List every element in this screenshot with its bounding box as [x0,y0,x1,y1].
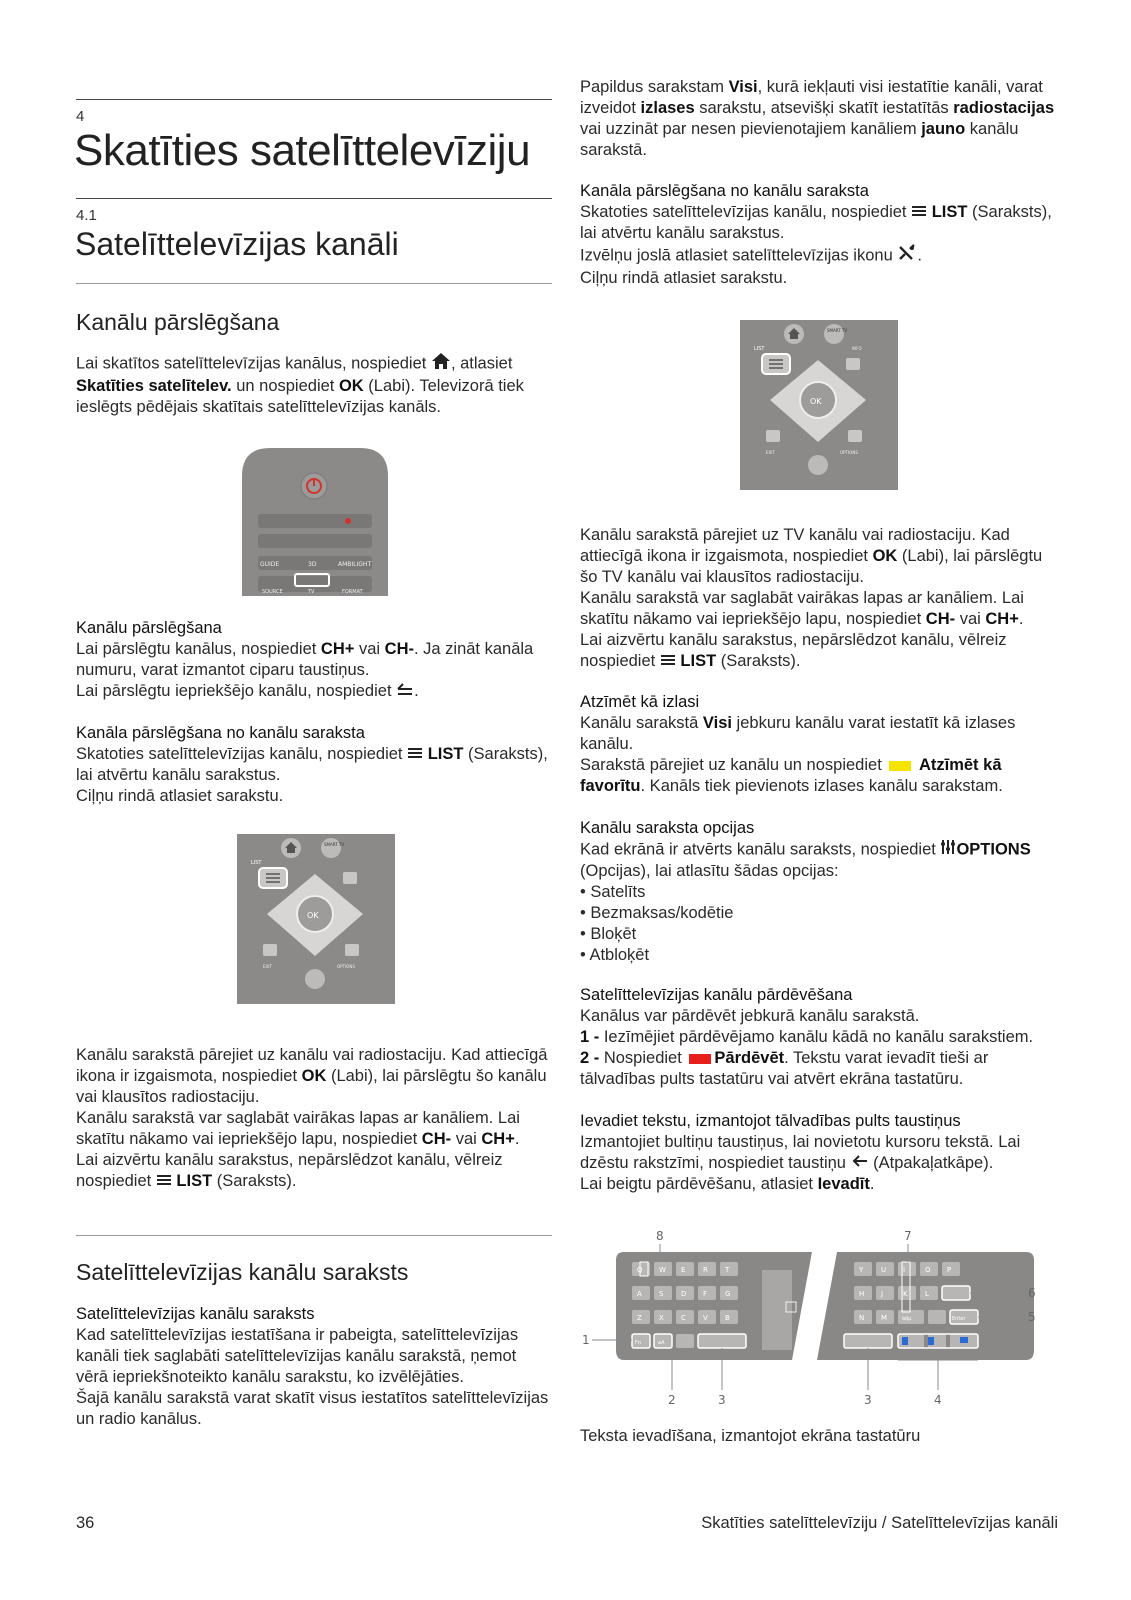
section2-title: Satelīttelevīzijas kanālu saraksts [76,1259,409,1285]
svg-text:5: 5 [1028,1310,1036,1324]
remote-list-image-right [740,320,898,490]
list-icon [660,651,676,672]
channel-list-title: Satelīttelevīzijas kanālu saraksts [76,1305,315,1323]
svg-text:OK: OK [307,911,319,920]
red-key-swatch [689,1054,711,1064]
svg-text:I: I [903,1266,906,1274]
svg-text:G: G [725,1290,731,1298]
back-icon [396,681,414,702]
text-entry-title: Ievadiet tekstu, izmantojot tālvadības pults taustiņus [580,1112,961,1130]
svg-text:Fn: Fn [635,1340,642,1346]
favorite-title: Atzīmēt kā izlasi [580,693,700,711]
svg-text:6: 6 [1028,1286,1036,1300]
svg-text:Enter: Enter [952,1316,966,1322]
list-navigate-paragraph: Kanālu sarakstā pārejiet uz kanālu vai radiostaciju. Kad attiecīgā ikona ir izgaismota, nospiediet OK (Labi), lai pārslēgtu šo kanālu vai klausītos radiostaciju. Kanālu sarakstā var saglabāt vairākas lapas ar kanāliem. Lai skatītu nākamo vai iepriekšējo lapu, nospiediet CH- vai CH+. Lai aizvērtu kanālu sarakstus, nepārslēdzot kanālu, vēlreiz nospiediet LIST (Saraksts). [76,1045,552,1192]
svg-text:INFO: INFO [852,346,862,351]
home-icon [431,352,451,376]
option-item: • Atbloķēt [580,946,650,964]
svg-text:OPTIONS: OPTIONS [337,964,355,969]
options-title: Kanālu saraksta opcijas [580,819,755,837]
svg-text:D: D [681,1290,687,1298]
channel-list-block: Satelīttelevīzijas kanālu saraksts Kad satelīttelevīzijas iestatīšana ir pabeigta, satelīttelevīzijas kanāli tiek saglabāti satelīttelevīzijas kanālu sarakstā, ņemot vērā iepriekšnoteikto kanālu sarakstu, ko izvēlējāties. Šajā kanālu sarakstā varat skatīt visus iestatītos satelīttelevīzijas un radio kanālus. [76,1304,552,1430]
remote-playback-image [240,446,390,596]
chapter-number: 4 [76,108,85,125]
svg-text:7: 7 [904,1230,912,1243]
remote1-label-tv: TV [308,589,315,595]
svg-text:EXIT: EXIT [263,964,272,969]
svg-text:M: M [881,1314,888,1322]
backspace-arrow-icon [851,1153,869,1174]
svg-text:K: K [903,1290,908,1298]
satellite-icon [897,244,917,268]
svg-text:LIST: LIST [251,860,262,866]
subsection-title: Kanālu pārslēgšana [76,309,280,335]
chapter-title: Skatīties satelīttelevīziju [74,126,531,175]
svg-text:OK: OK [810,397,822,406]
svg-text:F: F [703,1290,708,1298]
svg-text:4: 4 [934,1393,942,1407]
svg-text:U: U [881,1266,887,1274]
svg-text:3: 3 [718,1393,726,1407]
running-footer: Skatīties satelīttelevīziju / Satelīttelevīzijas kanāli [701,1514,1058,1532]
svg-text:aA: aA [658,1340,665,1346]
svg-text:S: S [659,1290,664,1298]
remote1-label-source: SOURCE [262,589,283,595]
svg-text:W: W [659,1266,666,1274]
remote1-label-3d: 3D [308,561,317,568]
svg-text:R: R [703,1266,708,1274]
option-item: • Satelīts [580,883,646,901]
svg-text:8: 8 [656,1230,664,1243]
remote1-label-format: FORMAT [342,589,363,595]
right-navigate-paragraph: Kanālu sarakstā pārejiet uz TV kanālu vai radiostaciju. Kad attiecīgā ikona ir izgaismota, nospiediet OK (Labi), lai pārslēgtu šo TV kanālu vai klausītos radiostaciju. Kanālu sarakstā var saglabāt vairākas lapas ar kanāliem. Lai skatītu nākamo vai iepriekšējo lapu, nospiediet CH- vai CH+. Lai aizvērtu kanālu sarakstus, nepārslēdzot kanālu, vēlreiz nospiediet LIST (Saraksts). [580,525,1058,672]
svg-text:Z: Z [637,1314,642,1322]
svg-text:V: V [703,1314,708,1322]
rename-block: Satelīttelevīzijas kanālu pārdēvēšana Kanālus var pārdēvēt jebkurā kanālu sarakstā. 1 - Iezīmējiet pārdēvējamo kanālu kādā no kanālu sarakstiem. 2 - Nospiediet Pārdēvēt. Tekstu varat ievadīt tieši ar tālvadības pults tastatūru vai atvērt ekrāna tastatūru. [580,985,1058,1090]
svg-text:1: 1 [582,1333,590,1347]
svg-text:LIST: LIST [754,346,765,352]
svg-text:äöµ: äöµ [902,1316,912,1322]
option-item: • Bloķēt [580,925,637,943]
svg-text:3: 3 [864,1393,872,1407]
section-rule [76,198,552,199]
list-icon [407,744,423,765]
favorite-block: Atzīmēt kā izlasi Kanālu sarakstā Visi jebkuru kanālu varat iestatīt kā izlases kanālu. Sarakstā pārejiet uz kanālu un nospiediet Atzīmēt kā favorītu. Kanāls tiek pievienots izlases kanālu sarakstam. [580,692,1058,797]
svg-text:O: O [925,1266,931,1274]
svg-text:N: N [859,1314,865,1322]
chapter-rule [76,99,552,100]
keyboard-remote-image [582,1230,1056,1415]
svg-text:EXIT: EXIT [766,450,775,455]
svg-text:H: H [859,1290,865,1298]
right-list-switch-block: Kanāla pārslēgšana no kanālu saraksta Skatoties satelīttelevīzijas kanālu, nospiediet LIST (Saraksts), lai atvērtu kanālu sarakstus. Izvēlņu joslā atlasiet satelīttelevīzijas ikonu . Ciļņu rindā atlasiet sarakstu. [580,181,1058,289]
svg-text:P: P [947,1266,952,1274]
keyboard-caption: Teksta ievadīšana, izmantojot ekrāna tastatūru [580,1427,921,1445]
remote1-label-guide: GUIDE [260,561,280,568]
section-title: Satelīttelevīzijas kanāli [75,226,399,262]
svg-text:2: 2 [668,1393,676,1407]
svg-text:OPTIONS: OPTIONS [840,450,858,455]
list-switch-block: Kanāla pārslēgšana no kanālu saraksta Skatoties satelīttelevīzijas kanālu, nospiediet LIST (Saraksts), lai atvērtu kanālu sarakstus. Ciļņu rindā atlasiet sarakstu. [76,723,552,807]
section-number: 4.1 [76,207,97,224]
subsection-rule [76,283,552,284]
remote-list-image-left [237,834,395,1004]
svg-text:L: L [925,1290,929,1298]
section2-rule [76,1235,552,1236]
channel-switch-title: Kanālu pārslēgšana [76,619,222,637]
rename-title: Satelīttelevīzijas kanālu pārdēvēšana [580,986,853,1004]
options-block: Kanālu saraksta opcijas Kad ekrānā ir atvērts kanālu saraksts, nospiediet OPTIONS (Opcijas), lai atlasītu šādas opcijas: • Satelīts • Bezmaksas/kodētie • Bloķēt • Atbloķēt [580,818,1058,966]
intro-paragraph: Lai skatītos satelīttelevīzijas kanālus, nospiediet , atlasiet Skatīties satelītelev. un nospiediet OK (Labi). Televizorā tiek ieslēgts pēdējais skatītais satelīttelevīzijas kanāls. [76,352,552,418]
svg-text:Q: Q [637,1266,643,1274]
page-number: 36 [76,1514,95,1532]
right-list-switch-title: Kanāla pārslēgšana no kanālu saraksta [580,182,869,200]
svg-text:B: B [725,1314,730,1322]
svg-text:J: J [881,1290,884,1298]
text-entry-block: Ievadiet tekstu, izmantojot tālvadības pults taustiņus Izmantojiet bultiņu taustiņus, lai novietotu kursoru tekstā. Lai dzēstu rakstzīmi, nospiediet taustiņu (Atpakaļatkāpe). Lai beigtu pārdēvēšanu, atlasiet Ievadīt. [580,1111,1058,1195]
svg-text:SMART TV: SMART TV [324,842,345,847]
option-item: • Bezmaksas/kodētie [580,904,734,922]
svg-text:Y: Y [859,1266,864,1274]
yellow-key-swatch [889,761,911,771]
right-intro-paragraph: Papildus sarakstam Visi, kurā iekļauti visi iestatītie kanāli, varat izveidot izlases sarakstu, atsevišķi skatīt iestatītās radiostacijas vai uzzināt par nesen pievienotajiem kanāliem jauno kanālu sarakstā. [580,78,1055,159]
remote1-label-ambilight: AMBILIGHT [338,561,372,568]
svg-text:SMART TV: SMART TV [827,328,848,333]
list-icon [156,1171,172,1192]
channel-switch-block: Kanālu pārslēgšana Lai pārslēgtu kanālus, nospiediet CH+ vai CH-. Ja zināt kanāla numuru, varat izmantot ciparu taustiņus. Lai pārslēgtu iepriekšējo kanālu, nospiediet . [76,618,552,702]
list-switch-title: Kanāla pārslēgšana no kanālu saraksta [76,724,365,742]
list-icon [911,202,927,223]
svg-text:T: T [725,1266,730,1274]
options-icon [940,839,956,861]
svg-text:C: C [681,1314,686,1322]
svg-text:A: A [637,1290,642,1298]
svg-text:X: X [659,1314,664,1322]
svg-text:E: E [681,1266,686,1274]
